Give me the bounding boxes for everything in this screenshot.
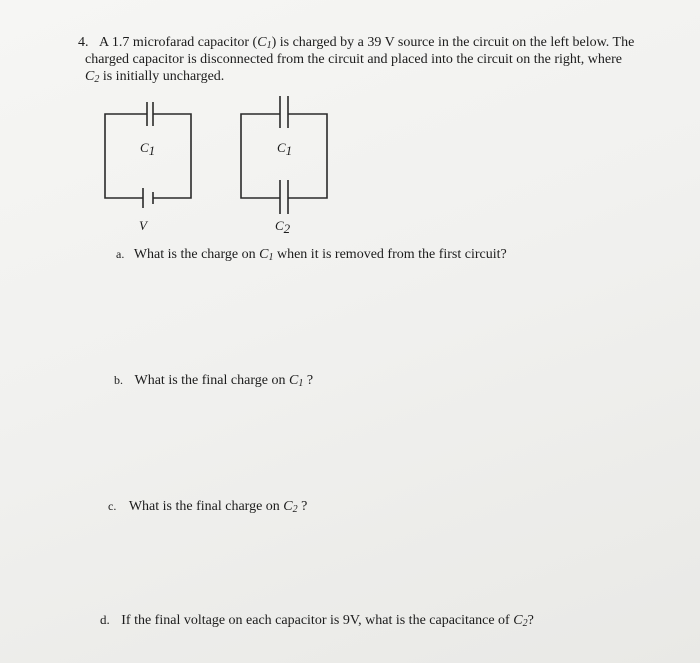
question-number: 4. (78, 35, 89, 50)
question-line-1-end: ) is charged by a 39 V source in the circuit on the left below. The (271, 35, 635, 50)
c2-sub: 2 (94, 74, 100, 85)
part-a-label: a. (116, 247, 125, 261)
left-circuit-wire-left (105, 114, 147, 198)
question-line-3 (85, 68, 224, 88)
question-line-2: charged capacitor is disconnected from the circuit and placed into the circuit on the right, where (85, 52, 622, 67)
part-d (100, 611, 534, 632)
left-circuit-wire-right (153, 114, 191, 198)
part-b (114, 372, 313, 392)
left-circuit (105, 102, 191, 233)
part-a-text-end: when it is removed from the first circuit? (273, 247, 507, 262)
circuit-diagrams (95, 90, 345, 240)
c1-sub: 1 (266, 40, 272, 51)
right-circuit-wire-left (241, 114, 280, 198)
part-a-text-start: What is the charge on (133, 247, 260, 262)
c1-var: C (257, 35, 267, 50)
question-line-1-start: A 1.7 microfarad capacitor ( (99, 35, 258, 50)
part-d-sub: 2 (522, 618, 528, 629)
part-b-sub: 1 (298, 378, 304, 389)
part-d-label: d. (100, 612, 110, 627)
part-c-text-start: What is the final charge on (128, 499, 284, 514)
part-a-var: C (259, 247, 269, 262)
part-d-text-start: If the final voltage on each capacitor is 9V, what is the capacitance of (121, 613, 514, 628)
right-cap1-label: C1 (277, 140, 293, 158)
part-b-text-start: What is the final charge on (134, 373, 289, 388)
part-c-label: c. (108, 499, 117, 513)
right-cap2-label: C2 (275, 218, 291, 236)
part-c-text-end: ? (297, 499, 308, 514)
right-circuit (241, 96, 327, 236)
part-b-text-end: ? (303, 373, 314, 388)
part-a-sub: 1 (268, 252, 274, 263)
question-line-3-text: is initially uncharged. (99, 69, 225, 84)
part-d-var: C (513, 613, 523, 628)
part-d-text-end: ? (527, 613, 534, 628)
part-b-label: b. (114, 373, 123, 387)
part-c (108, 498, 307, 518)
c2-var: C (85, 69, 95, 84)
left-cap-label: C1 (140, 140, 156, 158)
part-b-var: C (288, 373, 299, 388)
part-c-var: C (283, 499, 293, 514)
right-circuit-wire-right (288, 114, 327, 198)
part-c-sub: 2 (292, 504, 298, 515)
part-a (116, 246, 507, 266)
source-label: V (139, 218, 147, 233)
